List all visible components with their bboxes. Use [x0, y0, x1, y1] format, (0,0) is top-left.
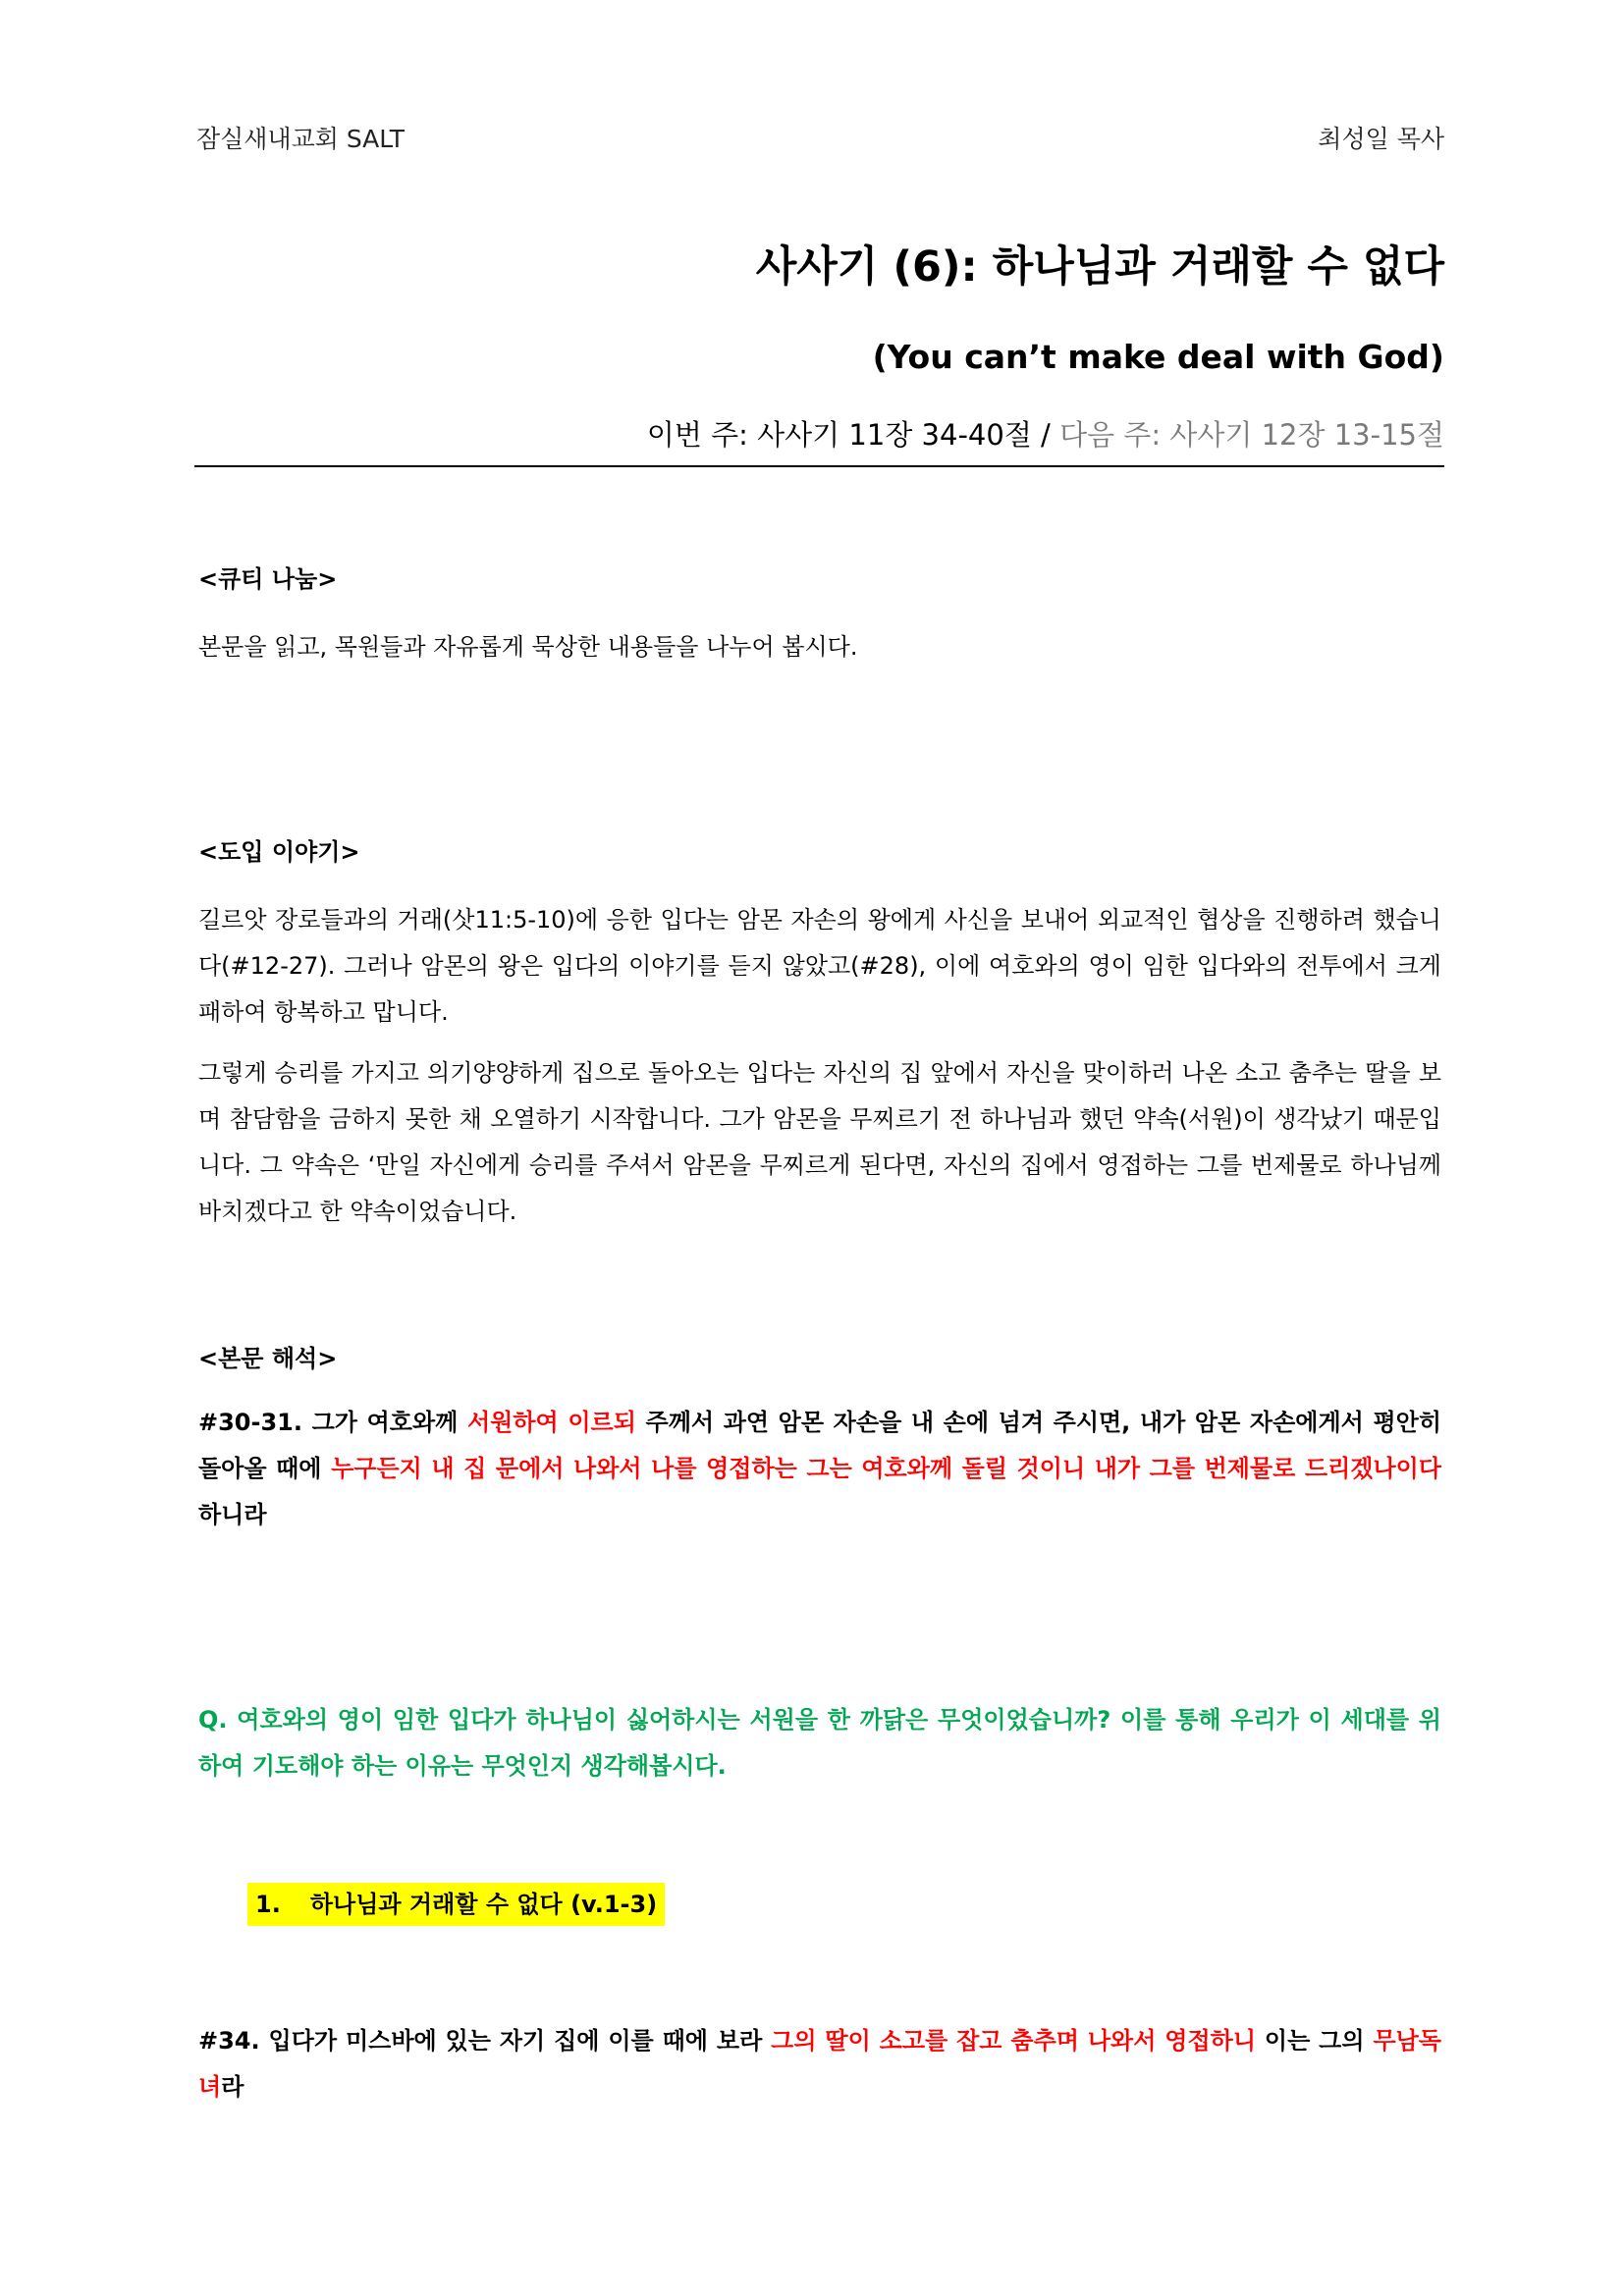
qt-heading: <큐티 나눔> — [198, 565, 338, 593]
verse-34-daughter: 그의 딸이 소고를 잡고 춤추며 나와서 영접하니 — [771, 2027, 1257, 2055]
verse-34-part3: 이는 그의 — [1256, 2027, 1374, 2055]
verse-34-part5: 라 — [221, 2073, 244, 2101]
discussion-question: Q. 여호와의 영이 임한 입다가 하나님이 싫어하시는 서원을 한 까닭은 무엇이었습니까? 이를 통해 우리가 이 세대를 위하여 기도해야 하는 이유는 무엇인지 생각해봅시다. — [198, 1706, 1441, 1780]
this-week-passage: 이번 주: 사사기 11장 34-40절 — [646, 418, 1032, 452]
point-1-heading — [247, 1883, 665, 1926]
sermon-subtitle: (You can’t make deal with God) — [872, 338, 1444, 376]
verse-30-31-block — [198, 1400, 1441, 1538]
pastor-name: 최성일 목사 — [1318, 125, 1444, 153]
verse-34-only-child: 무남독녀 — [198, 2027, 1441, 2101]
intro-section — [198, 897, 1441, 1235]
church-name: 잠실새내교회 SALT — [196, 125, 406, 153]
verse-30-31-offering: 누구든지 내 집 문에서 나와서 나를 영접하는 그는 여호와께 돌릴 것이니 내가 그를 번제물로 드리겠나이다 — [331, 1455, 1441, 1482]
sermon-title: 사사기 (6): 하나님과 거래할 수 없다 — [755, 242, 1444, 292]
passage-separator: / — [1031, 418, 1060, 452]
intro-heading: <도입 이야기> — [198, 838, 360, 866]
verse-30-31-vow: 서원하여 이르되 — [466, 1409, 636, 1436]
verse-34-block — [198, 2018, 1441, 2110]
question-block — [198, 1697, 1441, 1789]
verse-30-31 — [198, 1400, 1441, 1538]
qt-text: 본문을 읽고, 목원들과 자유롭게 묵상한 내용들을 나누어 봅시다. — [198, 633, 858, 661]
verse-30-31-part1: #30-31. 그가 여호와께 — [198, 1409, 467, 1436]
verse-34-part1: #34. 입다가 미스바에 있는 자기 집에 이를 때에 보라 — [198, 2027, 772, 2055]
intro-paragraph-1: 길르앗 장로들과의 거래(삿11:5-10)에 응한 입다는 암몬 자손의 왕에게 사신을 보내어 외교적인 협상을 진행하려 했습니다(#12-27). 그러나 암몬의 왕은 입다의 이야기를 듣지 않았고(#28), 이에 여호와의 영이 임한 입다와의 전투에서 크게 패하여 항복하고 맙니다. — [198, 906, 1441, 1026]
qt-section — [198, 624, 1441, 670]
interpretation-heading: <본문 해석> — [198, 1345, 338, 1372]
intro-paragraph-2: 그렇게 승리를 가지고 의기양양하게 집으로 돌아오는 입다는 자신의 집 앞에서 자신을 맞이하러 나온 소고 춤추는 딸을 보며 참담함을 금하지 못한 채 오열하기 시작합니다. 그가 암몬을 무찌르기 전 하나님과 했던 약속(서원)이 생각났기 때문입니다. 그 약속은 ‘만일 자신에게 승리를 주셔서 암몬을 무찌르게 된다면, 자신의 집에서 영접하는 그를 번제물로 하나님께 바치겠다고 한 약속이었습니다. — [198, 1059, 1441, 1225]
verse-34 — [198, 2018, 1441, 2110]
passage-info — [647, 415, 1444, 454]
verse-30-31-part5: 하니라 — [198, 1501, 267, 1528]
verse-30-31-part3: 주께서 과연 암몬 자손을 내 손에 넘겨 주시면, 내가 암몬 자손에게서 평안히 돌아올 때에 — [198, 1409, 1442, 1482]
title-divider — [194, 465, 1444, 467]
next-week-passage: 다음 주: 사사기 12장 13-15절 — [1059, 418, 1444, 452]
point-1-label: 하나님과 거래할 수 없다 (v.1-3) — [309, 1891, 658, 1918]
point-1-number: 1. — [255, 1891, 281, 1918]
